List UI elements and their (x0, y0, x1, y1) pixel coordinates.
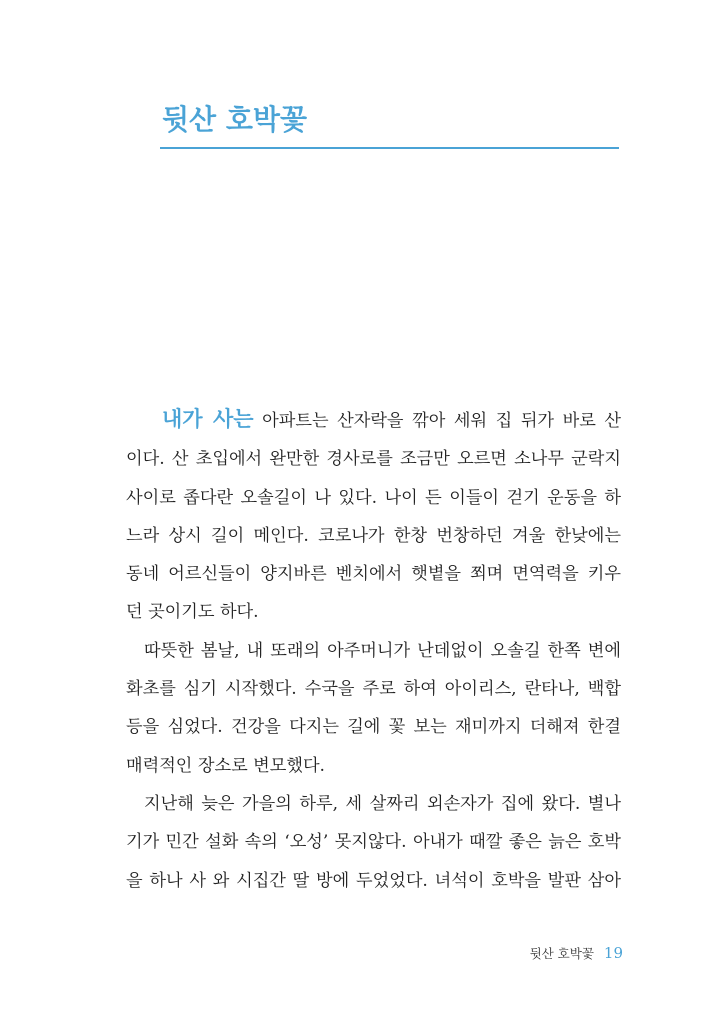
paragraph-3-line: 지난해 늦은 가을의 하루, 세 살짜리 외손자가 집에 왔다. 별나 (144, 793, 621, 814)
running-title: 뒷산 호박꽃 (529, 946, 594, 961)
paragraph-1-line: 동네 어르신들이 양지바른 벤치에서 햇볕을 쬐며 면역력을 키우 (126, 564, 621, 585)
paragraph-2-line: 매력적인 장소로 변모했다. (126, 755, 326, 776)
page-footer (530, 944, 623, 962)
page-number: 19 (603, 944, 623, 962)
paragraph-1-line-1 (126, 400, 621, 440)
paragraph-1-line: 던 곳이기도 하다. (126, 602, 259, 623)
paragraph-1-line: 사이로 좁다란 오솔길이 나 있다. 나이 든 이들이 걷기 운동을 하 (126, 487, 621, 508)
title-underline (160, 147, 619, 149)
paragraph-3-line: 기가 민간 설화 속의 ‘오성’ 못지않다. 아내가 때깔 좋은 늙은 호박 (126, 832, 621, 853)
paragraph-2-line: 등을 심었다. 건강을 다지는 길에 꽃 보는 재미까지 더해져 한결 (126, 717, 621, 738)
paragraph-1-line: 이다. 산 초입에서 완만한 경사로를 조금만 오르면 소나무 군락지 (126, 449, 621, 470)
paragraph-1-line: 느라 상시 길이 메인다. 코로나가 한창 번창하던 겨울 한낮에는 (126, 525, 621, 546)
body-text (126, 400, 621, 900)
paragraph-2-line: 화초를 심기 시작했다. 수국을 주로 하여 아이리스, 란타나, 백합 (126, 679, 621, 700)
paragraph-3-line: 을 하나 사 와 시집간 딸 방에 두었었다. 녀석이 호박을 발판 삼아 (126, 870, 621, 891)
paragraph-1-line-1-rest: 아파트는 산자락을 깎아 세워 집 뒤가 바로 산 (253, 411, 621, 431)
lead-phrase: 내가 사는 (162, 407, 254, 431)
paragraph-2-line: 따뜻한 봄날, 내 또래의 아주머니가 난데없이 오솔길 한쪽 변에 (144, 640, 621, 661)
chapter-title: 뒷산 호박꽃 (162, 103, 307, 136)
